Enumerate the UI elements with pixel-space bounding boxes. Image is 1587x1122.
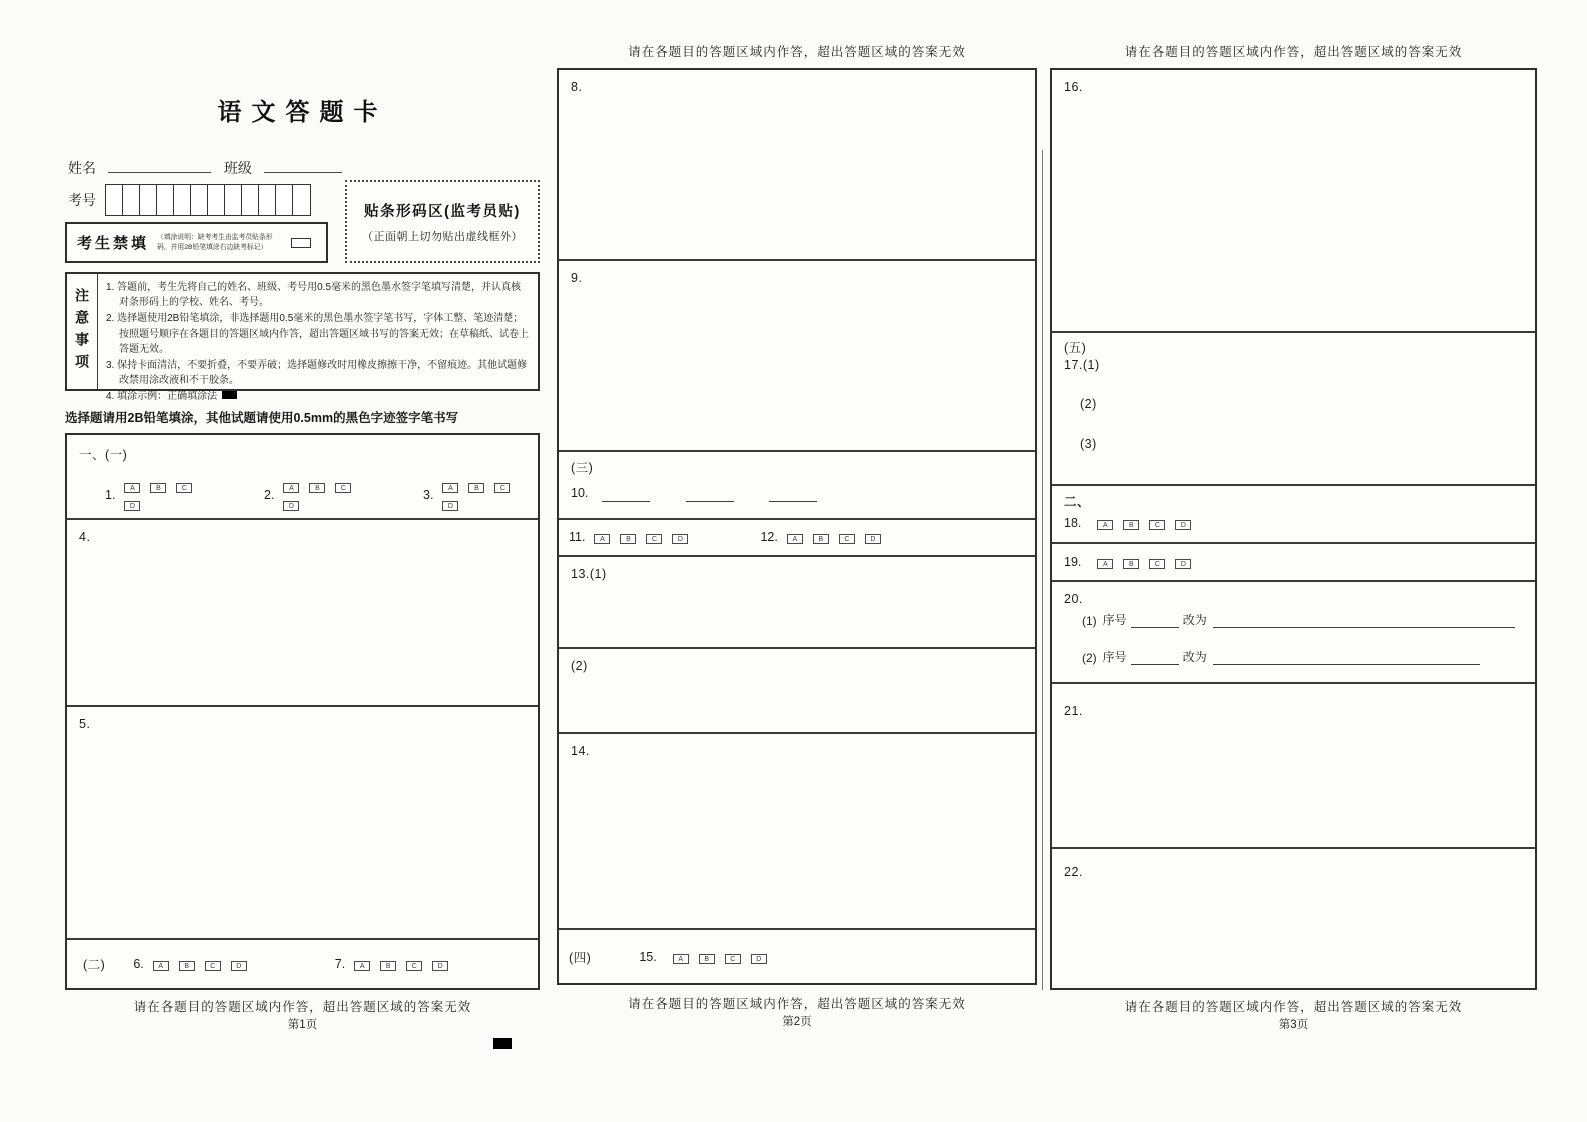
answer-area-q13-1[interactable] bbox=[559, 555, 1035, 648]
exam-no-cells[interactable] bbox=[105, 184, 311, 216]
choice-bubble-d[interactable]: D bbox=[432, 961, 448, 971]
exam-no-cell[interactable] bbox=[174, 185, 191, 215]
notice-side-label: 注意事项 bbox=[74, 287, 90, 376]
fill-instruction: 选择题请用2B铅笔填涂，其他试题请使用0.5mm的黑色字迹签字笔书写 bbox=[65, 411, 459, 425]
q14-label: 14. bbox=[571, 744, 590, 759]
top-warning-page2: 请在各题目的答题区域内作答，超出答题区域的答案无效 bbox=[628, 45, 966, 59]
notice-side-label-cell bbox=[67, 274, 98, 389]
q10-label: 10. bbox=[571, 486, 589, 501]
name-input-line[interactable] bbox=[108, 159, 211, 173]
choice-bubble-c[interactable]: C bbox=[646, 534, 662, 544]
panel-divider-line bbox=[1042, 150, 1043, 990]
notice-box bbox=[65, 272, 540, 403]
section-one-4-label: (四) bbox=[569, 950, 592, 965]
choice-bubble-d[interactable]: D bbox=[751, 954, 767, 964]
barcode-title: 贴条形码区(监考员贴) bbox=[364, 203, 521, 220]
q17-1-label: 17.(1) bbox=[1064, 357, 1100, 372]
answer-area-q21[interactable] bbox=[1052, 682, 1535, 846]
q22-label: 22. bbox=[1064, 864, 1083, 879]
choice-bubble-c[interactable]: C bbox=[1149, 559, 1165, 569]
choice-bubble-a[interactable]: A bbox=[153, 961, 169, 971]
section-one-4 bbox=[559, 928, 1035, 983]
q17-3-label: (3) bbox=[1080, 436, 1097, 451]
choice-bubble-a[interactable]: A bbox=[442, 483, 458, 493]
notice-item-4: 4. 填涂示例：正确填涂法 bbox=[106, 389, 530, 404]
question-6-choices: 6. A B C D bbox=[133, 955, 256, 973]
choice-bubble-a[interactable]: A bbox=[787, 534, 803, 544]
q13-2-label: (2) bbox=[571, 659, 588, 674]
forbid-label: 考生禁填 bbox=[77, 235, 150, 252]
timing-mark bbox=[493, 1038, 512, 1049]
section-one-2 bbox=[67, 938, 538, 988]
page2-number: 第2页 bbox=[782, 1016, 812, 1028]
exam-no-cell[interactable] bbox=[242, 185, 259, 215]
answer-area-q17[interactable] bbox=[1052, 331, 1535, 484]
choice-bubble-c[interactable]: C bbox=[1149, 520, 1165, 530]
exam-no-cell[interactable] bbox=[123, 185, 140, 215]
question-19-choices: 19. A B C D bbox=[1064, 553, 1201, 571]
choice-bubble-a[interactable]: A bbox=[1097, 520, 1113, 530]
section-one-1 bbox=[67, 435, 538, 518]
choice-bubble-d[interactable]: D bbox=[1175, 559, 1191, 569]
section-one-5-label: (五) bbox=[1064, 340, 1087, 355]
q20-2-change-blank[interactable] bbox=[1213, 652, 1480, 665]
choice-bubble-c[interactable]: C bbox=[406, 961, 422, 971]
choice-bubble-a[interactable]: A bbox=[1097, 559, 1113, 569]
notice-item-3: 3. 保持卡面清洁，不要折叠，不要弄破；选择题修改时用橡皮擦擦干净，不留痕迹。其他试题修改禁用涂改液和不干胶条。 bbox=[106, 359, 528, 387]
q20-1-seq-label: 序号 bbox=[1102, 612, 1127, 627]
answer-area-q13-2[interactable] bbox=[559, 647, 1035, 732]
choice-bubble-a[interactable]: A bbox=[124, 483, 140, 493]
q8-label: 8. bbox=[571, 80, 583, 94]
choice-bubble-a[interactable]: A bbox=[594, 534, 610, 544]
question-12-choices: 12. A B C D bbox=[760, 528, 890, 546]
answer-area-q4[interactable] bbox=[67, 518, 538, 705]
q9-label: 9. bbox=[571, 271, 583, 286]
q20-2-change-label: 改为 bbox=[1182, 649, 1207, 664]
section-one-3-label: (三) bbox=[571, 461, 594, 476]
answer-area-q10[interactable] bbox=[559, 450, 1035, 518]
choice-bubble-c[interactable]: C bbox=[205, 961, 221, 971]
answer-area-q8[interactable] bbox=[559, 70, 1035, 259]
q20-1-change-blank[interactable] bbox=[1213, 615, 1515, 628]
page3-number: 第3页 bbox=[1278, 1019, 1309, 1031]
choice-bubble-b[interactable]: B bbox=[468, 483, 484, 493]
page1-number: 第1页 bbox=[287, 1019, 318, 1031]
exam-no-cell[interactable] bbox=[140, 185, 157, 215]
q10-blank-3[interactable] bbox=[769, 489, 817, 502]
footer-warning-page2: 请在各题目的答题区域内作答，超出答题区域的答案无效 bbox=[628, 997, 966, 1011]
choice-bubble-c[interactable]: C bbox=[725, 954, 741, 964]
answer-area-q22[interactable] bbox=[1052, 847, 1535, 988]
exam-no-cell[interactable] bbox=[208, 185, 225, 215]
answer-box-page2 bbox=[557, 68, 1037, 985]
question-2-choices: 2. A B CD bbox=[264, 477, 379, 513]
barcode-area bbox=[345, 180, 540, 263]
answer-box-page1 bbox=[65, 433, 540, 990]
exam-no-row bbox=[68, 184, 311, 216]
q16-label: 16. bbox=[1064, 80, 1083, 94]
q20-1-seq-blank[interactable] bbox=[1131, 615, 1179, 628]
section-one-1-label: 一、(一) bbox=[79, 448, 128, 462]
exam-no-label: 考号 bbox=[68, 192, 96, 208]
q10-blank-1[interactable] bbox=[602, 489, 650, 502]
q13-1-label: 13.(1) bbox=[571, 566, 607, 581]
choice-bubble-b[interactable]: B bbox=[380, 961, 396, 971]
q17-2-label: (2) bbox=[1080, 396, 1097, 411]
exam-no-cell[interactable] bbox=[293, 185, 310, 215]
choice-bubble-c[interactable]: C bbox=[839, 534, 855, 544]
choice-bubble-c[interactable]: C bbox=[335, 483, 351, 493]
choice-bubble-d[interactable]: D bbox=[231, 961, 247, 971]
notice-items bbox=[98, 274, 538, 403]
choice-bubble-d[interactable]: D bbox=[672, 534, 688, 544]
answer-area-q5[interactable] bbox=[67, 705, 538, 938]
class-input-line[interactable] bbox=[264, 159, 342, 173]
choice-bubble-a[interactable]: A bbox=[354, 961, 370, 971]
top-warning-page3: 请在各题目的答题区域内作答，超出答题区域的答案无效 bbox=[1124, 45, 1463, 59]
choice-bubble-a[interactable]: A bbox=[283, 483, 299, 493]
choice-bubble-d[interactable]: D bbox=[124, 501, 140, 511]
question-11-choices: 11. A B C D bbox=[569, 528, 698, 546]
forbid-box bbox=[65, 222, 328, 263]
q20-label: 20. bbox=[1064, 591, 1083, 606]
exam-no-cell[interactable] bbox=[106, 185, 123, 215]
choice-bubble-c[interactable]: C bbox=[176, 483, 192, 493]
choice-bubble-b[interactable]: B bbox=[699, 954, 715, 964]
notice-item-2: 2. 选择题使用2B铅笔填涂，非选择题用0.5毫米的黑色墨水签字笔书写，字体工整、笔迹清楚；按照题号顺序在各题目的答题区域内作答，超出答题区域书写的答案无效；在草稿纸、试卷上答题无效。 bbox=[106, 313, 529, 355]
choice-bubble-b[interactable]: B bbox=[813, 534, 829, 544]
choice-bubble-b[interactable]: B bbox=[1123, 559, 1139, 569]
answer-area-q16[interactable] bbox=[1052, 70, 1535, 331]
choice-bubble-b[interactable]: B bbox=[1123, 520, 1139, 530]
absent-mark-bubble[interactable] bbox=[291, 238, 311, 248]
choice-bubble-b[interactable]: B bbox=[309, 483, 325, 493]
class-label: 班级 bbox=[223, 160, 252, 176]
question-18-choices: 18. A B C D bbox=[1064, 514, 1201, 532]
choice-bubble-c[interactable]: C bbox=[494, 483, 510, 493]
exam-no-cell[interactable] bbox=[259, 185, 276, 215]
forbid-note: （填涂说明：缺考考生由监考员贴条形码，并用2B铅笔填涂右边缺考标记） bbox=[157, 234, 273, 251]
choice-bubble-d[interactable]: D bbox=[1175, 520, 1191, 530]
choice-bubble-d[interactable]: D bbox=[283, 501, 299, 511]
footer-warning-page1: 请在各题目的答题区域内作答，超出答题区域的答案无效 bbox=[133, 1000, 472, 1014]
section-one-2-label: (二) bbox=[83, 958, 106, 973]
name-label: 姓名 bbox=[68, 160, 96, 176]
page-title: 语文答题卡 bbox=[217, 99, 388, 126]
question-15-choices: 15. A B C D bbox=[639, 948, 776, 966]
exam-no-cell[interactable] bbox=[157, 185, 174, 215]
choice-bubble-b[interactable]: B bbox=[179, 961, 195, 971]
answer-area-q9[interactable] bbox=[559, 259, 1035, 450]
q20-1-change-label: 改为 bbox=[1182, 612, 1207, 627]
q10-blank-2[interactable] bbox=[686, 489, 734, 502]
q20-line-2: (2) 序号 改为 bbox=[1052, 628, 1535, 665]
notice-item-1: 1. 答题前，考生先将自己的姓名、班级、考号用0.5毫米的黑色墨水签字笔填写清楚，并认真核对条形码上的学校、姓名、考号。 bbox=[106, 282, 522, 309]
q5-label: 5. bbox=[79, 717, 91, 732]
exam-no-cell[interactable] bbox=[191, 185, 208, 215]
row-q19 bbox=[1052, 542, 1535, 580]
q4-label: 4. bbox=[79, 530, 91, 545]
section-two-q18 bbox=[1052, 484, 1535, 542]
q20-2-seq-blank[interactable] bbox=[1131, 652, 1179, 665]
footer-warning-page3: 请在各题目的答题区域内作答，超出答题区域的答案无效 bbox=[1124, 1000, 1463, 1014]
answer-box-page3 bbox=[1050, 68, 1537, 990]
q21-label: 21. bbox=[1064, 704, 1083, 719]
correct-fill-example-mark bbox=[222, 391, 237, 399]
question-3-choices: 3. A B CD bbox=[423, 477, 538, 513]
q20-line-1: (1) 序号 改为 bbox=[1052, 606, 1535, 628]
name-class-row bbox=[68, 158, 538, 178]
choice-bubble-b[interactable]: B bbox=[150, 483, 166, 493]
exam-no-cell[interactable] bbox=[276, 185, 293, 215]
choice-bubble-b[interactable]: B bbox=[620, 534, 636, 544]
barcode-note: （正面朝上切勿贴出虚线框外） bbox=[362, 230, 523, 243]
q20-2-seq-label: 序号 bbox=[1102, 649, 1127, 664]
answer-area-q20[interactable] bbox=[1052, 580, 1535, 683]
choice-bubble-d[interactable]: D bbox=[865, 534, 881, 544]
question-7-choices: 7. A B C D bbox=[335, 955, 458, 973]
choice-bubble-d[interactable]: D bbox=[442, 501, 458, 511]
answer-area-q14[interactable] bbox=[559, 732, 1035, 928]
row-q11-q12 bbox=[559, 518, 1035, 555]
question-1-choices: 1. A B CD bbox=[105, 477, 220, 513]
section-two-label: 二、 bbox=[1064, 495, 1091, 510]
exam-no-cell[interactable] bbox=[225, 185, 242, 215]
choice-bubble-a[interactable]: A bbox=[673, 954, 689, 964]
